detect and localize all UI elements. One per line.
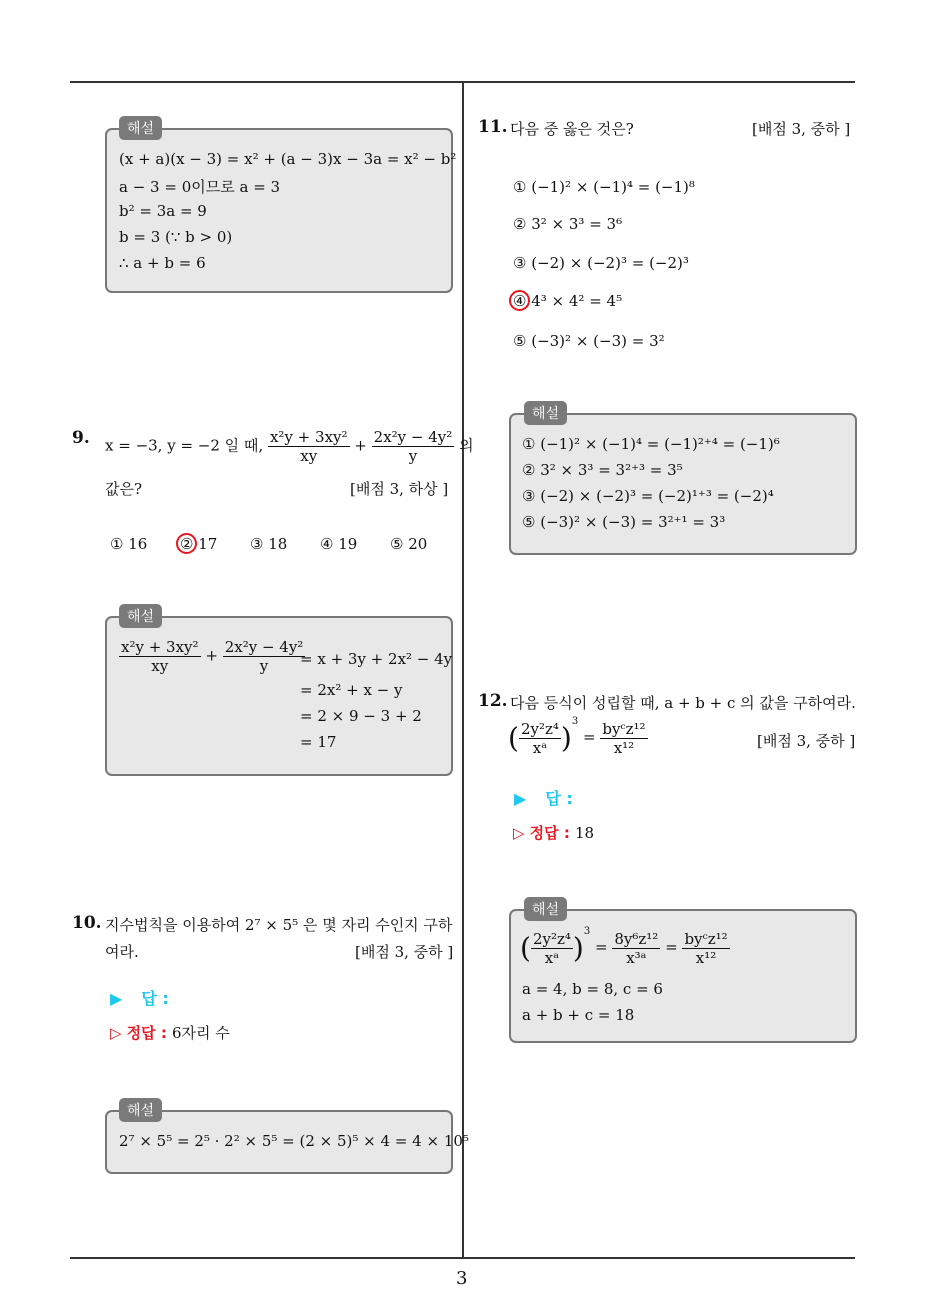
q9-selected-mark <box>176 533 197 554</box>
q9-frac1-den: xy <box>300 447 318 465</box>
q10-answer-row <box>110 986 169 1009</box>
q12-sol-lhs-exp: 3 <box>583 926 591 937</box>
q9-frac1 <box>268 428 350 465</box>
q12-right-paren: ) <box>560 721 572 755</box>
q12-lhs-frac <box>519 720 561 757</box>
q9-choice[interactable]: ② 17 <box>180 535 218 553</box>
q9-plus: + <box>354 436 367 455</box>
q8-solution-tag: 해설 <box>119 116 162 140</box>
q10-correct-value: 6자리 수 <box>171 1024 230 1042</box>
q11-choice[interactable]: ③ (−2) × (−2)³ = (−2)³ <box>513 254 689 272</box>
q11-solution-line: ② 3² × 3³ = 3²⁺³ = 3⁵ <box>522 461 683 479</box>
q12-sol-rhs-frac <box>682 930 729 967</box>
q12-sol-equals2: = <box>665 938 678 956</box>
q12-sol-left-paren: ( <box>520 931 531 965</box>
q11-selected-mark <box>509 290 530 311</box>
q12-sol-right-paren: ) <box>572 931 584 965</box>
q9-score: [배점 3, 하상 ] <box>350 480 449 498</box>
q9-choice[interactable]: ④ 19 <box>320 535 358 553</box>
q11-solution-line: ⑤ (−3)² × (−3) = 3²⁺¹ = 3³ <box>522 513 726 531</box>
q12-answer-label: 답 : <box>545 789 573 808</box>
q12-stem: 다음 등식이 성립할 때, a + b + c 의 값을 구하여라. <box>510 694 856 712</box>
column-divider <box>462 82 464 1258</box>
q12-correct-value: 18 <box>574 824 595 842</box>
q12-equation <box>508 716 648 757</box>
q9-sol-frac2-den: y <box>259 657 269 675</box>
q11-choice[interactable]: ⑤ (−3)² × (−3) = 3² <box>513 332 665 350</box>
q9-choice[interactable]: ① 16 <box>110 535 148 553</box>
q11-number: 11. <box>478 117 508 137</box>
q11-solution-tag: 해설 <box>524 401 567 425</box>
q12-number: 12. <box>478 691 508 711</box>
q10-solution-line: 2⁷ × 5⁵ = 2⁵ · 2² × 5⁵ = (2 × 5)⁵ × 4 = 4 × 10⁵ <box>119 1132 469 1150</box>
q9-sol-frac1-den: xy <box>151 657 169 675</box>
q11-score: [배점 3, 중하 ] <box>752 120 851 138</box>
q9-sol-frac1-num: x²y + 3xy² <box>121 638 199 656</box>
q9-choice[interactable]: ⑤ 20 <box>390 535 428 553</box>
q12-lhs-exp: 3 <box>571 716 579 727</box>
q9-solution-rhs: = 2 × 9 − 3 + 2 <box>300 707 422 725</box>
q12-sol-mid-frac <box>612 930 660 967</box>
q11-choice[interactable]: ① (−1)² × (−1)⁴ = (−1)⁸ <box>513 178 695 196</box>
q9-solution-rhs: = 17 <box>300 733 337 751</box>
q12-correct-row <box>513 822 594 843</box>
q9-sol-plus: + <box>205 646 218 665</box>
q9-choice[interactable]: ③ 18 <box>250 535 288 553</box>
q12-correct-label: 정답 : <box>529 824 570 842</box>
q11-solution-line: ③ (−2) × (−2)³ = (−2)¹⁺³ = (−2)⁴ <box>522 487 774 505</box>
q10-score: [배점 3, 중하 ] <box>355 943 454 961</box>
q8-solution-line: (x + a)(x − 3) = x² + (a − 3)x − 3a = x² − b² <box>119 150 457 168</box>
q12-sol-mid-den: x³ᵃ <box>626 948 647 967</box>
q12-rhs-frac <box>600 720 647 757</box>
q9-sol-frac2 <box>223 638 306 675</box>
q9-solution-rhs: = x + 3y + 2x² − 4y <box>300 650 453 668</box>
q9-frac2-num: 2x²y − 4y² <box>373 428 453 446</box>
q12-solution-line: a = 4, b = 8, c = 6 <box>522 980 663 998</box>
q11-choice[interactable]: ② 3² × 3³ = 3⁶ <box>513 215 623 233</box>
q12-score: [배점 3, 중하 ] <box>757 732 856 750</box>
q12-solution-equation <box>520 926 730 967</box>
q10-stem-line1: 지수법칙을 이용하여 2⁷ × 5⁵ 은 몇 자리 수인지 구하 <box>105 916 453 934</box>
q11-solution-line: ① (−1)² × (−1)⁴ = (−1)²⁺⁴ = (−1)⁶ <box>522 435 780 453</box>
q12-lhs-num: 2y²z⁴ <box>520 719 559 738</box>
q12-sol-equals: = <box>594 938 608 956</box>
q8-solution-line: ∴ a + b = 6 <box>119 254 206 272</box>
answer-arrow-icon: ▶ <box>110 989 123 1008</box>
q9-frac1-num: x²y + 3xy² <box>269 428 348 446</box>
q12-rhs-den: x¹² <box>613 738 635 757</box>
q11-stem: 다음 중 옳은 것은? <box>510 120 634 138</box>
answer-arrow-icon: ▶ <box>514 789 527 808</box>
q9-stem <box>105 428 474 465</box>
q12-left-paren: ( <box>508 721 519 755</box>
q11-choice[interactable]: ④ 4³ × 4² = 4⁵ <box>513 292 623 310</box>
page-number: 3 <box>456 1268 468 1289</box>
q9-frac2 <box>372 428 455 465</box>
q12-equals: = <box>582 728 596 746</box>
q12-sol-rhs-den: x¹² <box>695 948 717 967</box>
q9-stem-line2: 값은? <box>105 480 143 498</box>
q9-frac2-den: y <box>408 447 418 465</box>
q9-solution-tag: 해설 <box>119 604 162 628</box>
q10-number: 10. <box>72 913 102 933</box>
q12-sol-rhs-num: byᶜz¹² <box>684 929 728 948</box>
q9-number: 9. <box>72 428 90 448</box>
q12-sol-lhs-num: 2y²z⁴ <box>532 929 571 948</box>
q10-correct-label: 정답 : <box>126 1024 167 1042</box>
q12-sol-lhs-frac <box>531 930 573 967</box>
q10-correct-row <box>110 1022 230 1043</box>
q12-solution-line: a + b + c = 18 <box>522 1006 635 1024</box>
q12-answer-row <box>514 786 573 809</box>
q10-answer-label: 답 : <box>141 989 169 1008</box>
q8-solution-line: b = 3 (∵ b > 0) <box>119 228 233 246</box>
q9-solution-rhs: = 2x² + x − y <box>300 681 403 699</box>
q8-solution-line: a − 3 = 0이므로 a = 3 <box>119 178 281 196</box>
bottom-rule <box>70 1257 855 1259</box>
q12-sol-mid-num: 8y⁶z¹² <box>614 929 659 948</box>
q10-solution-tag: 해설 <box>119 1098 162 1122</box>
q9-sol-frac2-num: 2x²y − 4y² <box>224 638 304 656</box>
correct-arrow-icon: ▷ <box>513 824 525 842</box>
q9-stem-suffix: 의 <box>459 436 474 455</box>
correct-arrow-icon: ▷ <box>110 1024 122 1042</box>
q9-solution-lhs <box>119 638 305 675</box>
q9-stem-prefix: x = −3, y = −2 일 때, <box>105 436 264 455</box>
q8-solution-line: b² = 3a = 9 <box>119 202 207 220</box>
q12-lhs-den: xᵃ <box>532 738 548 757</box>
q12-solution-tag: 해설 <box>524 897 567 921</box>
q12-sol-lhs-den: xᵃ <box>544 948 560 967</box>
q10-stem-line2: 여라. <box>105 943 139 961</box>
q12-rhs-num: byᶜz¹² <box>602 719 646 738</box>
q9-sol-frac1 <box>119 638 201 675</box>
